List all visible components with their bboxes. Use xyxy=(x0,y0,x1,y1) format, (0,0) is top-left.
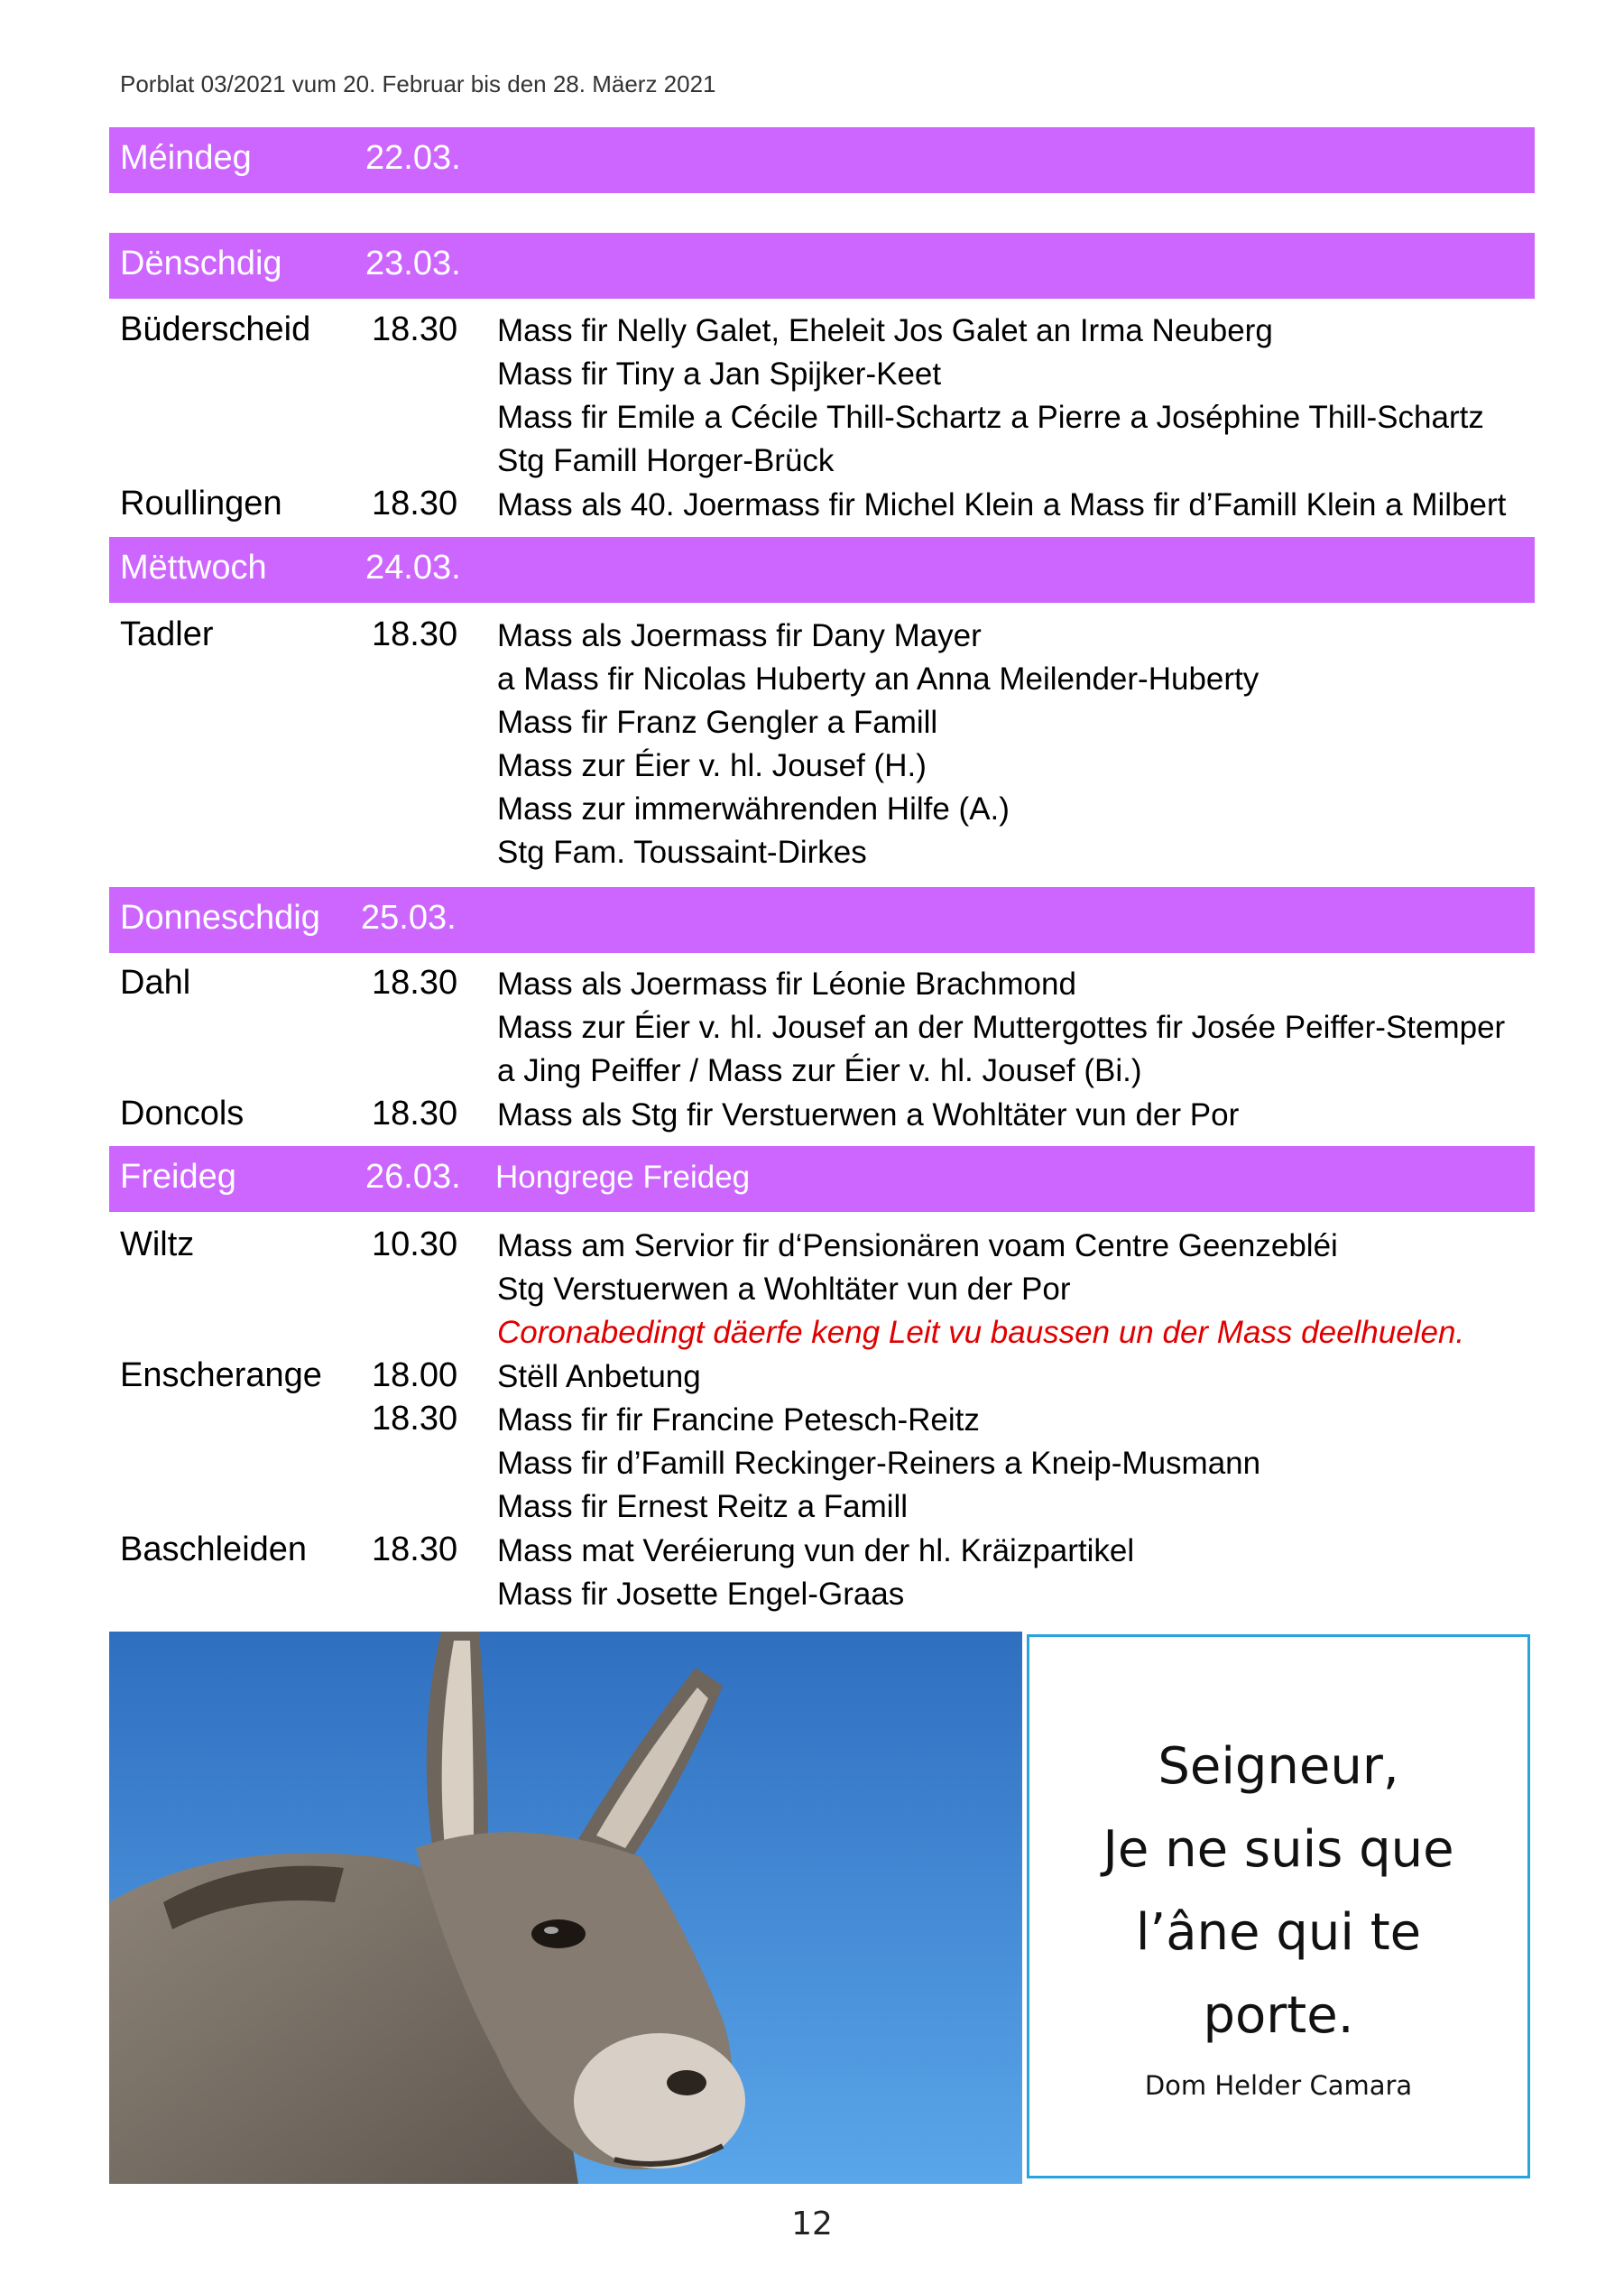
day-bar-monday xyxy=(109,127,1535,193)
day-date: 25.03. xyxy=(361,899,457,937)
time-buederscheid: 18.30 xyxy=(372,310,458,348)
service-line: Mass fir fir Francine Petesch-Reitz xyxy=(497,1402,980,1438)
service-line: a Mass fir Nicolas Huberty an Anna Meilender-Huberty xyxy=(497,661,1260,697)
day-date: 24.03. xyxy=(365,549,461,587)
service-line: Mass fir Emile a Cécile Thill-Schartz a Pierre a Joséphine Thill-Schartz xyxy=(497,400,1484,435)
service-line: a Jing Peiffer / Mass zur Éier v. hl. Jousef (Bi.) xyxy=(497,1053,1142,1088)
time-tadler: 18.30 xyxy=(372,615,458,653)
service-line: Mass zur Éier v. hl. Jousef (H.) xyxy=(497,748,927,783)
donkey-photo xyxy=(109,1632,1022,2184)
service-line: Stg Verstuerwen a Wohltäter vun der Por xyxy=(497,1272,1071,1307)
mass-label: Mass xyxy=(497,487,573,523)
day-name: Méindeg xyxy=(120,139,252,177)
service-line: Mass zur immerwährenden Hilfe (A.) xyxy=(497,791,1010,827)
service-line: Stg Fam. Toussaint-Dirkes xyxy=(497,835,867,870)
mass-label: Mass xyxy=(497,1228,573,1263)
service-line: Mass als 40. Joermass fir Michel Klein a Mass fir d’Famill Klein a Milbert xyxy=(497,487,1507,523)
service-line: Mass fir Franz Gengler a Famill xyxy=(497,705,938,740)
quote-box xyxy=(1027,1634,1530,2178)
mass-label: Mass xyxy=(497,313,573,348)
place-tadler: Tadler xyxy=(120,615,214,653)
day-bar-tuesday xyxy=(109,233,1535,299)
day-date: 23.03. xyxy=(365,245,461,282)
quote-author: Dom Helder Camara xyxy=(1144,2070,1413,2101)
day-date: 26.03. xyxy=(365,1158,461,1196)
day-bar-thursday xyxy=(109,887,1535,953)
time-baschleiden: 18.30 xyxy=(372,1531,458,1568)
time-dahl: 18.30 xyxy=(372,964,458,1002)
service-line: Mass fir d’Famill Reckinger-Reiners a Kneip-Musmann xyxy=(497,1446,1261,1481)
place-enscherange: Enscherange xyxy=(120,1356,322,1394)
mass-label: Mass xyxy=(497,966,573,1002)
service-line: Stg Famill Horger-Brück xyxy=(497,443,835,478)
service-line: Mass am Servior fir d‘Pensionären voam Centre Geenzebléi xyxy=(497,1228,1338,1263)
day-bar-friday xyxy=(109,1146,1535,1212)
place-doncols: Doncols xyxy=(120,1095,245,1133)
place-baschleiden: Baschleiden xyxy=(120,1531,308,1568)
service-line: Stëll Anbetung xyxy=(497,1359,701,1394)
time-doncols: 18.30 xyxy=(372,1095,458,1133)
mass-label: Mass xyxy=(497,618,573,653)
service-line: Mass zur Éier v. hl. Jousef an der Muttergottes fir Josée Peiffer-Stemper xyxy=(497,1010,1506,1045)
place-wiltz: Wiltz xyxy=(120,1225,195,1263)
service-line: Mass fir Tiny a Jan Spijker-Keet xyxy=(497,356,942,392)
day-bar-wednesday xyxy=(109,537,1535,603)
service-line: Mass als Joermass fir Léonie Brachmond xyxy=(497,966,1076,1002)
page-header: Porblat 03/2021 vum 20. Februar bis den 28. Mäerz 2021 xyxy=(120,70,716,97)
page-number: 12 xyxy=(791,2206,833,2243)
mass-label: Mass xyxy=(497,1402,573,1438)
time-enscherange-1: 18.00 xyxy=(372,1356,458,1394)
place-dahl: Dahl xyxy=(120,964,191,1002)
place-buederscheid: Büderscheid xyxy=(120,310,311,348)
day-name: Freideg xyxy=(120,1158,236,1196)
day-date: 22.03. xyxy=(365,139,461,177)
time-roullingen: 18.30 xyxy=(372,485,458,523)
day-name: Dënschdig xyxy=(120,245,282,282)
service-line: Mass mat Veréierung vun der hl. Kräizpartikel xyxy=(497,1533,1135,1568)
service-line: Mass fir Josette Engel-Graas xyxy=(497,1577,905,1612)
service-line: Mass fir Ernest Reitz a Famill xyxy=(497,1489,909,1524)
service-line: Mass als Stg fir Verstuerwen a Wohltäter vun der Por xyxy=(497,1097,1240,1133)
quote-text: Seigneur, Je ne suis que l’âne qui te porte. xyxy=(1103,1737,1454,2045)
day-note: Hongrege Freideg xyxy=(495,1160,751,1195)
service-line: Mass als Joermass fir Dany Mayer xyxy=(497,618,982,653)
day-name: Mëttwoch xyxy=(120,549,267,587)
service-line: Mass fir Nelly Galet, Eheleit Jos Galet an Irma Neuberg xyxy=(497,313,1273,348)
time-enscherange-2: 18.30 xyxy=(372,1400,458,1438)
mass-label: Mass xyxy=(497,1097,573,1133)
day-name: Donneschdig xyxy=(120,899,320,937)
time-wiltz: 10.30 xyxy=(372,1225,458,1263)
corona-notice: Coronabedingt däerfe keng Leit vu baussen un der Mass deelhuelen. xyxy=(497,1315,1465,1350)
donkey-illustration xyxy=(109,1632,1022,2184)
place-roullingen: Roullingen xyxy=(120,485,282,523)
